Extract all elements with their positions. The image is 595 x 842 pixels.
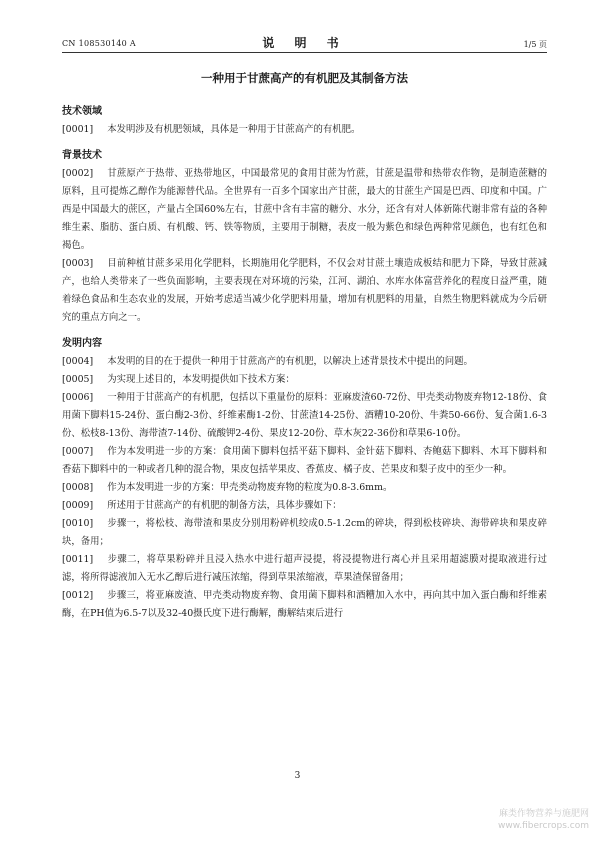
paragraph-0010 xyxy=(62,515,547,551)
paragraph-0001 xyxy=(62,121,547,139)
paragraph-0002 xyxy=(62,165,547,255)
section-heading-tech-field: 技术领域 xyxy=(62,106,102,117)
paragraph-text: 作为本发明进一步的方案：食用菌下脚料包括平菇下脚料、金针菇下脚料、杏鲍菇下脚料、木耳下脚料和香菇下脚料中的一种或者几种的混合物，果皮包括苹果皮、香蕉皮、橘子皮、芒果皮和梨子皮中的至少一种。 xyxy=(62,446,547,475)
paragraph-number: [0010] xyxy=(62,518,94,529)
paragraph-number: [0001] xyxy=(62,124,94,135)
paragraph-0003 xyxy=(62,255,547,327)
paragraph-0008 xyxy=(62,479,547,497)
paragraph-text: 步骤一，将松枝、海带渣和果皮分别用粉碎机绞成0.5-1.2cm的碎块，得到松枝碎块、海带碎块和果皮碎块，备用； xyxy=(62,518,547,547)
page-header xyxy=(62,30,547,53)
paragraph-number: [0002] xyxy=(62,168,94,179)
publication-number: CN 108530140 A xyxy=(62,39,136,48)
document-type: 说 明 书 xyxy=(262,36,347,50)
paragraph-text: 本发明涉及有机肥领域，具体是一种用于甘蔗高产的有机肥。 xyxy=(107,124,361,135)
paragraph-text: 所述用于甘蔗高产的有机肥的制备方法，具体步骤如下： xyxy=(107,500,342,511)
paragraph-number: [0008] xyxy=(62,482,94,493)
paragraph-text: 甘蔗原产于热带、亚热带地区，中国最常见的食用甘蔗为竹蔗，甘蔗是温带和热带农作物，是制造蔗糖的原料，且可提炼乙醇作为能源替代品。全世界有一百多个国家出产甘蔗，最大的甘蔗生产国是巴西、印度和中国。广西是中国最大的蔗区，产量占全国60%左右，甘蔗中含有丰富的糖分、水分，还含有对人体新陈代谢非常有益的各种维生素、脂肪、蛋白质、有机酸、钙、铁等物质，主要用于制糖，表皮一般为紫色和绿色两种常见颜色，也有红色和褐色。 xyxy=(62,168,547,251)
site-watermark xyxy=(498,808,589,832)
paragraph-text: 本发明的目的在于提供一种用于甘蔗高产的有机肥，以解决上述背景技术中提出的问题。 xyxy=(107,356,473,367)
paragraph-0011 xyxy=(62,551,547,587)
paragraph-text: 步骤三，将亚麻废渣、甲壳类动物废弃物、食用菌下脚料和酒糟加入水中，再向其中加入蛋白酶和纤维素酶，在PH值为6.5-7以及32-40摄氏度下进行酶解，酶解结束后进行 xyxy=(62,590,547,619)
document-body xyxy=(62,104,547,623)
section-heading-background: 背景技术 xyxy=(62,150,102,161)
paragraph-0012 xyxy=(62,587,547,623)
paragraph-number: [0003] xyxy=(62,258,94,269)
paragraph-text: 作为本发明进一步的方案：甲壳类动物废弃物的粒度为0.8-3.6mm。 xyxy=(107,482,393,493)
paragraph-0007 xyxy=(62,443,547,479)
paragraph-number: [0004] xyxy=(62,356,94,367)
paragraph-0009 xyxy=(62,497,547,515)
paragraph-number: [0011] xyxy=(62,554,94,565)
paragraph-number: [0012] xyxy=(62,590,94,601)
page-indicator: 1/5 页 xyxy=(523,40,547,49)
page-number: 3 xyxy=(294,771,301,781)
document-title: 一种用于甘蔗高产的有机肥及其制备方法 xyxy=(201,71,408,85)
paragraph-number: [0009] xyxy=(62,500,94,511)
paragraph-0004 xyxy=(62,353,547,371)
watermark-url: www.fibercrops.com xyxy=(498,821,589,831)
paragraph-number: [0007] xyxy=(62,446,94,457)
paragraph-text: 步骤二，将草果粉碎并且浸入热水中进行超声浸提，将浸提物进行离心并且采用超滤膜对提取液进行过滤，将所得滤液加入无水乙醇后进行减压浓缩，得到草果浓缩液，草果渣保留备用； xyxy=(62,554,547,583)
paragraph-text: 目前种植甘蔗多采用化学肥料，长期施用化学肥料，不仅会对甘蔗土壤造成板结和肥力下降，导致甘蔗减产，也给人类带来了一些负面影响，主要表现在对环境的污染，江河、湖泊、水库水体富营养化的程度日益严重，随着绿色食品和生态农业的发展，开始考虑适当减少化学肥料用量，增加有机肥料的用量，自然生物肥料就成为今后研究的重点方向之一。 xyxy=(62,258,547,323)
section-heading-summary: 发明内容 xyxy=(62,338,102,349)
paragraph-number: [0006] xyxy=(62,392,94,403)
paragraph-text: 为实现上述目的，本发明提供如下技术方案： xyxy=(107,374,295,385)
paragraph-number: [0005] xyxy=(62,374,94,385)
paragraph-0006 xyxy=(62,389,547,443)
paragraph-0005 xyxy=(62,371,547,389)
paragraph-text: 一种用于甘蔗高产的有机肥，包括以下重量份的原料：亚麻废渣60-72份、甲壳类动物废弃物12-18份、食用菌下脚料15-24份、蛋白酶2-3份、纤维素酶1-2份、甘蔗渣14-25份、酒糟10-20份、牛粪50-66份、复合菌1.6-3份、松枝8-13份、海带渣7-14份、硫酸钾2-4份、果皮12-20份、草木灰22-36份和草果6-10份。 xyxy=(62,392,547,439)
watermark-site-name: 麻类作物营养与施肥网 xyxy=(498,809,589,819)
